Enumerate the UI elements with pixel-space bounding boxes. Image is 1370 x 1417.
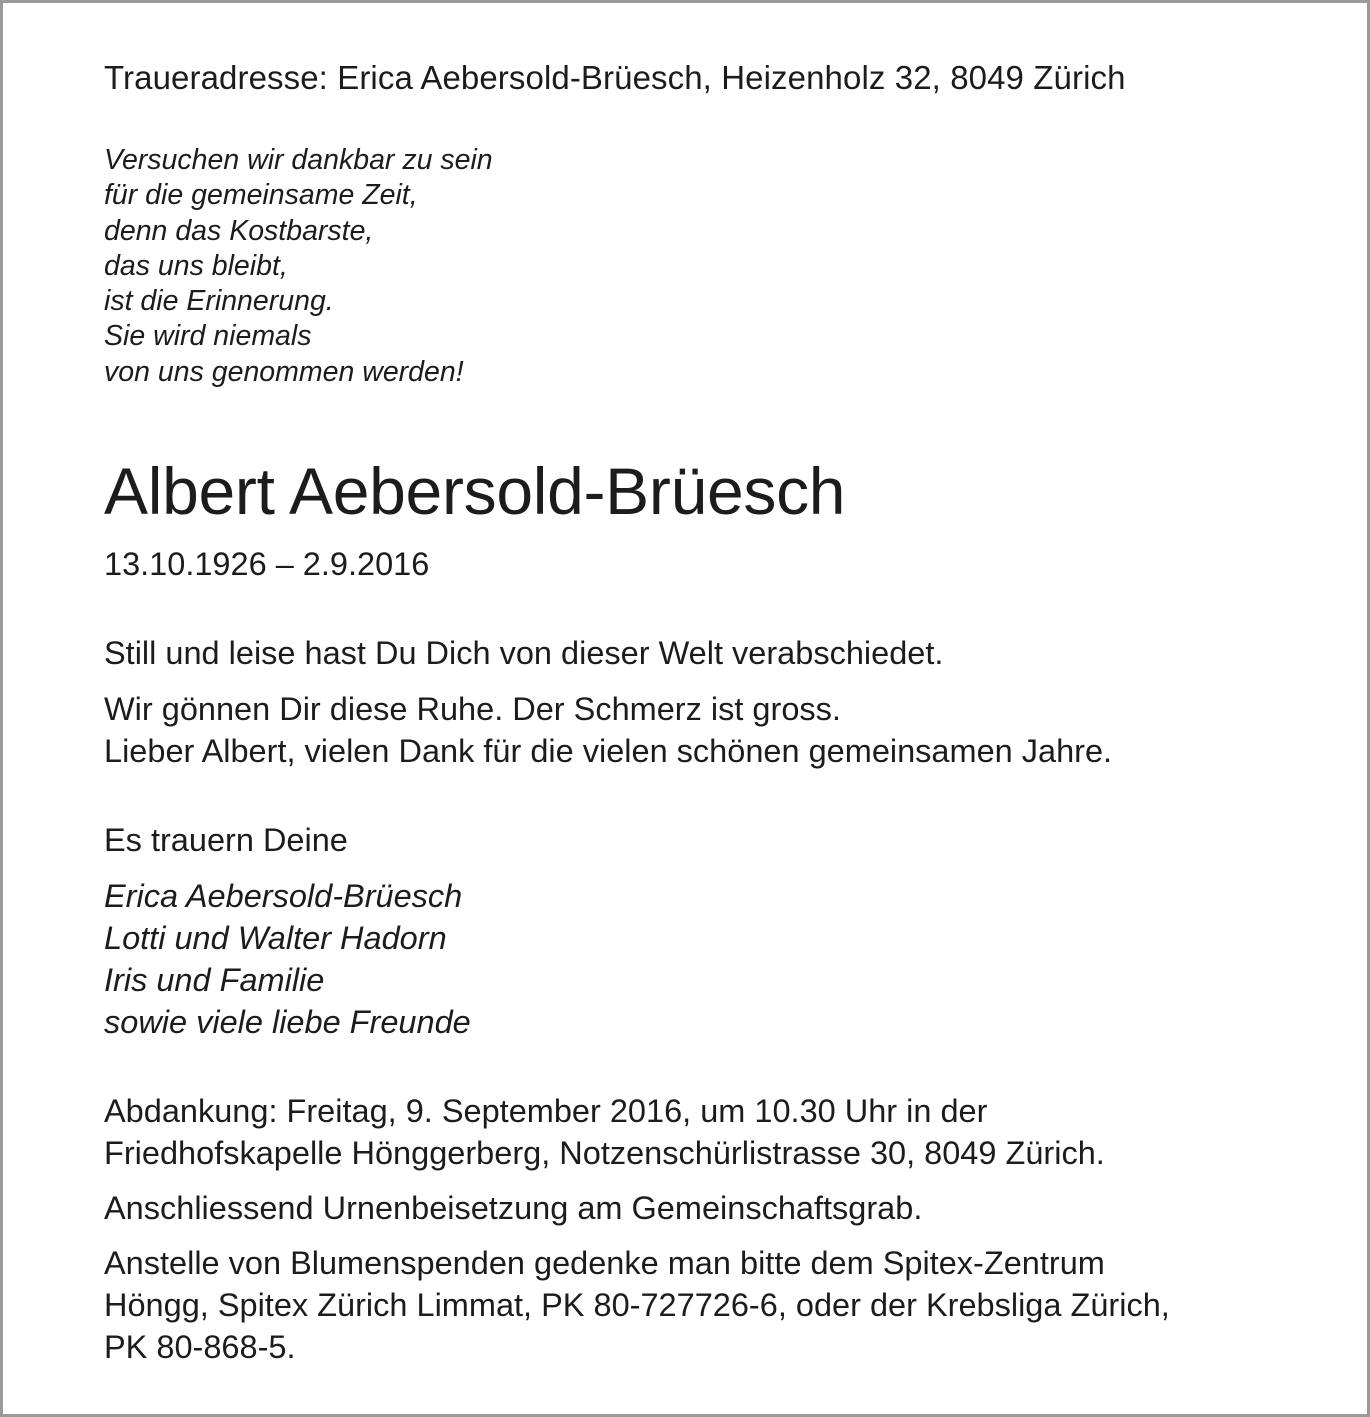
poem-line: Sie wird niemals: [104, 320, 312, 353]
message-line: Lieber Albert, vielen Dank für die vielen schönen gemeinsamen Jahre.: [104, 733, 1113, 769]
service-line: Friedhofskapelle Hönggerberg, Notzenschürlistrasse 30, 8049 Zürich.: [104, 1135, 1105, 1171]
donation-line: Höngg, Spitex Zürich Limmat, PK 80-727726-6, oder der Krebsliga Zürich,: [104, 1287, 1170, 1323]
message-line: Wir gönnen Dir diese Ruhe. Der Schmerz ist gross.: [104, 691, 841, 727]
poem-line: ist die Erinnerung.: [104, 285, 334, 318]
poem-line: Versuchen wir dankbar zu sein: [104, 144, 493, 176]
mourners-intro-text: Es trauern Deine: [104, 822, 348, 858]
deceased-name: Albert Aebersold-Brüesch: [104, 454, 846, 528]
service-line: Abdankung: Freitag, 9. September 2016, um 10.30 Uhr in der: [104, 1093, 988, 1129]
poem-line: das uns bleibt,: [104, 249, 288, 282]
poem: [104, 143, 493, 390]
poem-line: für die gemeinsame Zeit,: [104, 179, 418, 212]
donation-line: PK 80-868-5.: [104, 1329, 296, 1365]
urn-burial-info: [104, 1187, 922, 1229]
poem-line: denn das Kostbarste,: [104, 214, 374, 247]
donation-line: Anstelle von Blumenspenden gedenke man bitte dem Spitex-Zentrum: [104, 1245, 1105, 1281]
life-dates: 13.10.1926 – 2.9.2016: [104, 546, 430, 582]
poem-line: von uns genommen werden!: [104, 355, 464, 388]
donation-info: [104, 1242, 1170, 1368]
mourning-address: Traueradresse: Erica Aebersold-Brüesch, Heizenholz 32, 8049 Zürich: [104, 59, 1126, 96]
mourners-list: [104, 875, 471, 1043]
mourners-intro: [104, 819, 348, 861]
mourner-name: sowie viele liebe Freunde: [104, 1004, 471, 1040]
message-line: Still und leise hast Du Dich von dieser Welt verabschiedet.: [104, 635, 944, 671]
mourner-name: Lotti und Walter Hadorn: [104, 920, 447, 956]
gratitude-message: [104, 688, 1112, 772]
funeral-service-info: [104, 1090, 1105, 1174]
mourner-name: Iris und Familie: [104, 962, 325, 998]
mourner-name: Erica Aebersold-Brüesch: [104, 878, 463, 914]
farewell-message: [104, 632, 943, 674]
burial-text: Anschliessend Urnenbeisetzung am Gemeinschaftsgrab.: [104, 1190, 923, 1226]
